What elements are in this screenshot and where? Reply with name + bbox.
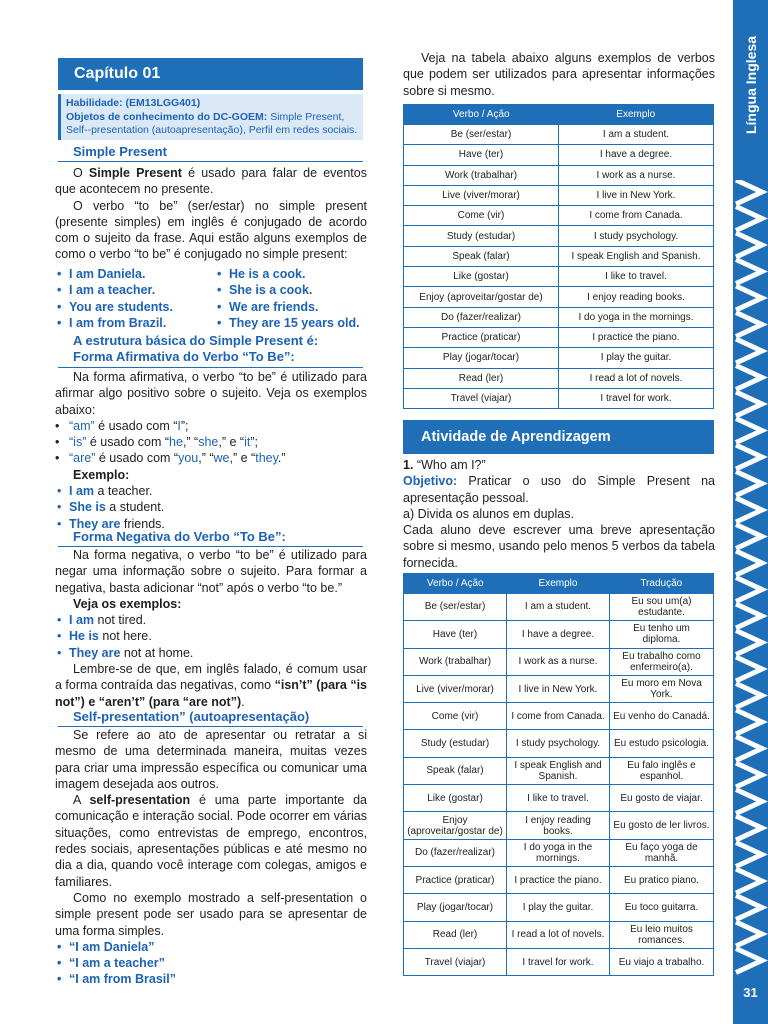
activity-step-a: a) Divida os alunos em duplas. [403,506,574,521]
affirmative-section [55,333,367,366]
chevron-pattern-icon [733,180,768,975]
table-row [404,327,714,347]
table-cell: I live in New York. [507,675,610,702]
table-cell: Play (jogar/tocar) [404,894,507,921]
table-cell: Eu faço yoga de manhã. [610,839,714,866]
table-row [404,307,714,327]
table-row [404,866,714,893]
negative-body [55,547,367,710]
example-subject-verb: He is [69,629,99,644]
table-cell: Live (viver/morar) [404,185,559,205]
table-cell: I do yoga in the mornings. [559,307,714,327]
affirmative-text: Na forma afirmativa, o verbo “to be” é utilizado para afirmar algo positivo sobre o sujeito. Veja os exemplos abaixo: [55,370,367,417]
table-cell: I live in New York. [559,185,714,205]
simple-present-body [55,165,367,263]
skill-code: (EM13LGG401) [125,97,201,109]
table-cell: Be (ser/estar) [404,125,559,145]
example-subject-verb: I am [69,484,95,499]
table-cell: Practice (praticar) [404,866,507,893]
chevron-icon [736,525,762,549]
table-cell: I read a lot of novels. [507,921,610,948]
example-item [55,499,367,515]
table-cell: Eu venho do Canadá. [610,703,714,730]
table-cell: Eu gosto de ler livros. [610,812,714,839]
table-row [404,348,714,368]
self-presentation-p1: Se refere ao ato de apresentar ou retratar a si mesmo de uma determinada maneira, muitas vezes para criar uma impressão específica ou comunicar uma imagem desejada aos outros. [55,728,367,791]
table-row [404,757,714,784]
table-row [404,388,714,408]
example-item [55,483,367,499]
chevron-icon [736,631,762,655]
example-item: • You are students. [55,299,215,315]
chevron-icon [736,657,762,681]
table-cell: Speak (falar) [404,246,559,266]
divider [58,367,363,368]
table-cell: I like to travel. [559,267,714,287]
objects-text: Simple Present, Self--presentation (autoapresentação), Perfil em redes sociais. [66,110,358,136]
table-cell: Eu estudo psicologia. [610,730,714,757]
activity-instruction: Cada aluno deve escrever uma breve apresentação sobre si mesmo, usando pelo menos 5 verbos da tabela fornecida. [403,523,715,570]
divider [58,161,363,162]
example-subject-verb: They are [69,516,121,531]
table-cell: I practice the piano. [559,327,714,347]
table-row [404,368,714,388]
table-cell: I like to travel. [507,785,610,812]
activity-body [403,457,715,571]
example-item: • They are 15 years old. [215,315,365,331]
table-cell: Work (trabalhar) [404,648,507,675]
chevron-icon [736,260,762,284]
example-rest: not tired. [94,613,147,628]
table2-header-translation: Tradução [610,574,714,594]
chevron-icon [736,710,762,734]
table-row [404,246,714,266]
chevron-icon [736,949,762,973]
table2-header-example: Exemplo [507,574,610,594]
table-cell: Like (gostar) [404,267,559,287]
self-presentation-p3: Como no exemplo mostrado a self-presentation o simple present pode ser usado para se apresentar de uma forma simples. [55,890,367,938]
table-intro: Veja na tabela abaixo alguns exemplos de verbos que podem ser utilizados para apresentar informações sobre si mesmo. [403,51,715,98]
rule-are: • “are” é usado com “you,” “we,” e “they.” [55,450,367,466]
table-cell: I work as a nurse. [559,165,714,185]
table-cell: Eu trabalho como enfermeiro(a). [610,648,714,675]
activity-question: 1. “Who am I?” [403,458,486,472]
chevron-icon [736,816,762,840]
table-cell: Eu moro em Nova York. [610,675,714,702]
table-row [404,594,714,621]
table-cell: I enjoy reading books. [507,812,610,839]
example-subject-verb: I am [69,613,95,628]
table-cell: I speak English and Spanish. [507,757,610,784]
table-row [404,785,714,812]
table-cell: Eu falo inglês e espanhol. [610,757,714,784]
table-cell: I travel for work. [559,388,714,408]
chevron-icon [736,551,762,575]
example-item: • I am from Brazil. [55,315,215,331]
table2-header-verb: Verbo / Ação [404,574,507,594]
chevron-icon [736,419,762,443]
example-item [55,645,367,661]
table-cell: I do yoga in the mornings. [507,839,610,866]
table1-header-verb: Verbo / Ação [404,105,559,125]
example-item [55,628,367,644]
table-cell: I practice the piano. [507,866,610,893]
self-presentation-body [55,727,367,988]
example-rest: not here. [98,629,152,644]
table-cell: Play (jogar/tocar) [404,348,559,368]
chevron-icon [736,578,762,602]
chevron-icon [736,684,762,708]
skill-label: Habilidade: [66,97,123,109]
table-cell: I study psychology. [559,226,714,246]
table-row [404,185,714,205]
example-item [55,612,367,628]
table-cell: Live (viver/morar) [404,675,507,702]
table-row [404,648,714,675]
chevron-icon [736,313,762,337]
example-subject-verb: She is [69,500,106,515]
simple-present-p2: O verbo “to be” (ser/estar) no simple present (presente simples) em inglês é conjugado de acordo com o sujeito da frase. Aqui estão alguns exemplos de como o verbo “to be” é conjugado no simple present: [55,198,367,262]
table-cell: Eu tenho um diploma. [610,621,714,648]
page-number: 31 [743,985,758,1000]
example-item: • “I am Daniela” [55,939,367,955]
activity-header [403,420,714,454]
chevron-icon [736,339,762,363]
affirmative-body [55,369,367,532]
example-item: • I am a teacher. [55,282,215,298]
table1-header-example: Exemplo [559,105,714,125]
affirmative-heading: Forma Afirmativa do Verbo “To Be”: [73,349,295,365]
example-item: • We are friends. [215,299,365,315]
chevron-icon [736,896,762,920]
table-row [404,730,714,757]
contraction-text: Lembre-se de que, em inglês falado, é comum usar a forma contraída das negativas, como “isn’t” (para “is not”) e “aren’t” (para “are not”). [55,662,368,709]
objects-label: Objetos de conhecimento do DC-GOEM: [66,110,268,123]
table-cell: Work (trabalhar) [404,165,559,185]
chevron-icon [736,233,762,257]
table-cell: Enjoy (aproveitar/gostar de) [404,812,507,839]
table-row [404,226,714,246]
skill-box [58,94,363,140]
table-row [404,267,714,287]
negative-examples-label: Veja os exemplos: [73,596,182,611]
table-cell: Enjoy (aproveitar/gostar de) [404,287,559,307]
chevron-icon [736,180,762,204]
example-item: • She is a cook. [215,282,365,298]
rule-is: • “is” é usado com “he,” “she,” e “it”; [55,434,367,450]
table-row [404,894,714,921]
table-cell: Eu toco guitarra. [610,894,714,921]
table-cell: I study psychology. [507,730,610,757]
table-cell: Practice (praticar) [404,327,559,347]
structure-heading: A estrutura básica do Simple Present é: [73,333,319,348]
self-presentation-p2: A self-presentation é uma parte importante da comunicação e interação social. Pode ocorrer em várias situações, como entrevistas de emprego, encontros, redes sociais, apresentações públicas e até mesmo no dia a dia, quando você interage com colegas, amigos e familiares. [55,793,367,889]
chapter-title: Capítulo 01 [74,65,161,82]
table-cell: I am a student. [507,594,610,621]
table-row [404,703,714,730]
chevron-icon [736,498,762,522]
table-cell: Be (ser/estar) [404,594,507,621]
table-row [404,921,714,948]
subject-label: Língua Inglesa [742,35,759,135]
example-rest: friends. [120,516,165,531]
example-item: • “I am from Brasil” [55,971,367,987]
table-cell: Come (vir) [404,206,559,226]
table-cell: I have a degree. [507,621,610,648]
table-cell: I am a student. [559,125,714,145]
table-cell: Travel (viajar) [404,948,507,975]
table-cell: Read (ler) [404,921,507,948]
table-cell: Eu leio muitos romances. [610,921,714,948]
table-row [404,812,714,839]
chevron-icon [736,763,762,787]
example-item: • “I am a teacher” [55,955,367,971]
chevron-icon [736,445,762,469]
table-cell: Read (ler) [404,368,559,388]
table-cell: Speak (falar) [404,757,507,784]
example-rest: a student. [105,500,165,515]
table-cell: Eu gosto de viajar. [610,785,714,812]
example-rest: a teacher. [94,484,153,499]
table-cell: I come from Canada. [559,206,714,226]
self-presentation-heading: Self-presentation” (autoapresentação) [73,709,310,724]
example-rest: not at home. [120,645,194,660]
table-cell: Come (vir) [404,703,507,730]
activity-objective: Objetivo: Praticar o uso do Simple Present na apresentação pessoal. [403,474,715,505]
table-row [404,948,714,975]
chevron-icon [736,366,762,390]
table-cell: I read a lot of novels. [559,368,714,388]
negative-text: Na forma negativa, o verbo “to be” é utilizado para negar uma informação sobre o sujeito. Para formar a negativa, basta adicionar “not” após o verbo “to be.” [55,548,367,595]
table-row [404,165,714,185]
example-subject-verb: They are [69,645,121,660]
table-cell: Eu viajo a trabalho. [610,948,714,975]
chevron-icon [736,790,762,814]
table-cell: Have (ter) [404,145,559,165]
table-row [404,287,714,307]
table-row [404,206,714,226]
activity-title: Atividade de Aprendizagem [421,429,611,445]
table-row [404,675,714,702]
table-cell: I travel for work. [507,948,610,975]
chapter-header [58,58,363,90]
table-cell: I speak English and Spanish. [559,246,714,266]
chevron-icon [736,286,762,310]
table-cell: I play the guitar. [559,348,714,368]
chevron-icon [736,392,762,416]
table-cell: I come from Canada. [507,703,610,730]
simple-present-p1: O Simple Present é usado para falar de eventos que acontecem no presente. [55,166,367,197]
chevron-icon [736,737,762,761]
chevron-icon [736,922,762,946]
table-cell: I enjoy reading books. [559,287,714,307]
table-cell: Eu sou um(a) estudante. [610,594,714,621]
chevron-icon [736,207,762,231]
chevron-icon [736,843,762,867]
table-row [404,621,714,648]
chevron-icon [736,869,762,893]
table-cell: Eu pratico piano. [610,866,714,893]
table-cell: Study (estudar) [404,226,559,246]
table-row [404,839,714,866]
example-item: • He is a cook. [215,266,365,282]
example-label: Exemplo: [73,467,130,482]
table-cell: Do (fazer/realizar) [404,839,507,866]
table-row [404,125,714,145]
chevron-icon [736,472,762,496]
verbs-table [403,104,714,409]
table-row [404,145,714,165]
negative-heading: Forma Negativa do Verbo “To Be”: [73,529,286,544]
table-cell: I play the guitar. [507,894,610,921]
chevron-icon [736,604,762,628]
table-cell: Like (gostar) [404,785,507,812]
example-item: • I am Daniela. [55,266,215,282]
table-cell: I work as a nurse. [507,648,610,675]
table-cell: Travel (viajar) [404,388,559,408]
translation-table [403,573,714,976]
table-cell: Have (ter) [404,621,507,648]
table-cell: I have a degree. [559,145,714,165]
table-cell: Do (fazer/realizar) [404,307,559,327]
examples-grid [55,266,367,331]
simple-present-heading: Simple Present [73,144,167,159]
rule-am: • “am” é usado com “I”; [55,418,367,434]
table-cell: Study (estudar) [404,730,507,757]
